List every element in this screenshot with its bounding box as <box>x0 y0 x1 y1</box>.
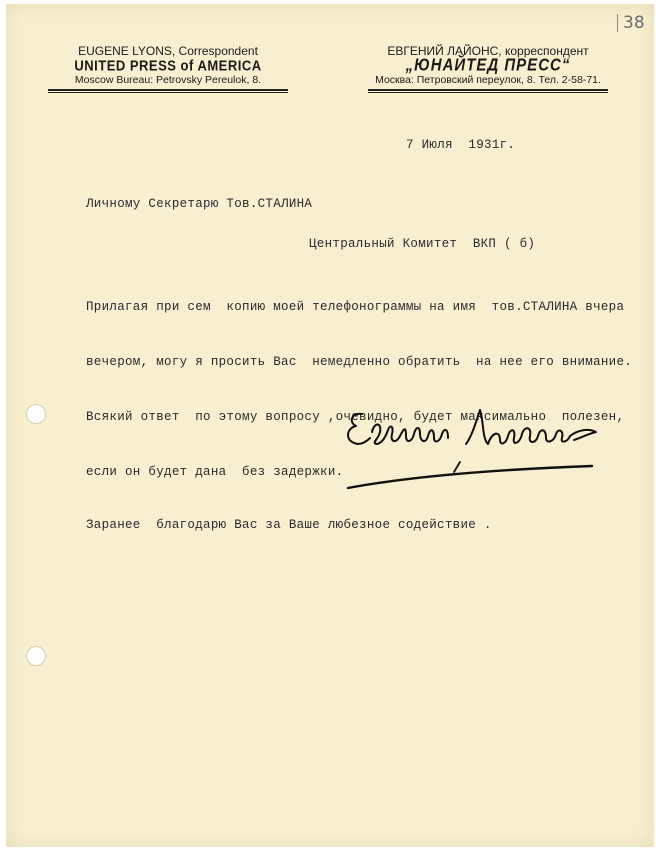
letterhead-rule <box>368 89 608 93</box>
punch-hole <box>26 404 46 424</box>
body-line: если он будет дана без задержки. <box>86 465 344 479</box>
correspondent-name-en: EUGENE LYONS, Correspondent <box>78 44 258 58</box>
archive-page-number: 38 <box>617 14 645 32</box>
letterhead-english <box>48 44 288 93</box>
handwritten-signature <box>342 392 604 502</box>
company-name-ru: „ЮНАЙТЕД ПРЕСС“ <box>405 55 571 76</box>
letterhead-russian <box>368 44 608 93</box>
bureau-address-ru: Москва: Петровский переулок, 8. Тел. 2-58-71. <box>375 74 601 86</box>
letter-department: Центральный Комитет ВКП ( б) <box>309 237 536 251</box>
letterhead-rule <box>48 89 288 93</box>
body-line: Прилагая при сем копию моей телефонограммы на имя тов.СТАЛИНА вчера <box>86 300 625 314</box>
letter-date: 7 Июля 1931г. <box>406 138 516 152</box>
company-name-en: UNITED PRESS of AMERICA <box>74 56 262 75</box>
body-line: Всякий ответ по этому вопросу ,очевидно, будет максимально полезен, <box>86 410 625 424</box>
punch-hole <box>26 646 46 666</box>
body-line: Заранее благодарю Вас за Ваше любезное содействие . <box>86 518 492 532</box>
correspondent-name-ru: ЕВГЕНИЙ ЛАЙОНС, корреспондент <box>387 44 589 58</box>
letter-addressee: Личному Секретарю Тов.СТАЛИНА <box>86 197 313 211</box>
bureau-address-en: Moscow Bureau: Petrovsky Pereulok, 8. <box>74 74 262 86</box>
body-line: вечером, могу я просить Вас немедленно обратить на нее его внимание. <box>86 355 633 369</box>
